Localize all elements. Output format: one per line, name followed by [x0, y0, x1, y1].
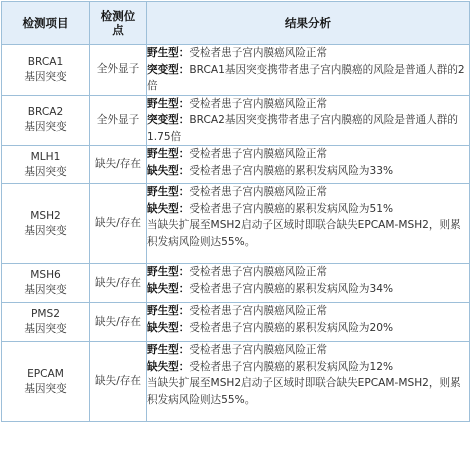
gene-cell — [2, 303, 90, 342]
result-cell — [147, 184, 470, 264]
result-description: 受检者患子宫内膜癌风险正常 — [189, 344, 328, 356]
gene-cell — [2, 95, 90, 146]
table-row — [2, 184, 470, 264]
header-row — [2, 2, 470, 45]
result-description: 受检者患子宫内膜癌的累积发病风险为34% — [189, 282, 394, 295]
gene-mutation-label: 基因突变 — [24, 165, 67, 178]
result-line — [147, 342, 469, 359]
table-row — [2, 303, 470, 342]
gene-name: EPCAM — [27, 367, 64, 380]
gene-name: BRCA1 — [27, 55, 64, 68]
gene-name: PMS2 — [31, 308, 60, 320]
result-line — [147, 359, 469, 376]
gene-mutation-label: 基因突变 — [24, 70, 67, 83]
header-method-line1: 检测位 — [100, 9, 136, 23]
gene-cell — [2, 342, 90, 422]
gene-cell — [2, 264, 90, 303]
table-row — [2, 45, 470, 96]
result-line — [147, 184, 469, 201]
result-type-label: 野生型： — [147, 305, 190, 317]
result-line — [147, 201, 469, 218]
result-cell — [147, 264, 470, 303]
gene-mutation-label: 基因突变 — [24, 224, 67, 237]
table-row — [2, 264, 470, 303]
gene-mutation-label: 基因突变 — [24, 323, 67, 335]
gene-cell — [2, 146, 90, 184]
result-description: 受检者患子宫内膜癌的累积发病风险为51% — [189, 202, 394, 215]
header-method-line2: 点 — [112, 23, 124, 37]
result-description: 受检者患子宫内膜癌风险正常 — [189, 47, 328, 59]
gene-name: BRCA2 — [27, 106, 64, 119]
result-type-label: 野生型： — [147, 344, 190, 356]
result-description: 受检者患子宫内膜癌的累积发病风险为20% — [189, 321, 394, 334]
header-method — [90, 2, 147, 45]
result-cell — [147, 146, 470, 184]
result-line — [147, 62, 469, 95]
result-description: 受检者患子宫内膜癌的累积发病风险为12% — [189, 360, 394, 373]
gene-mutation-label: 基因突变 — [24, 284, 67, 296]
result-line — [147, 163, 469, 180]
result-type-label: 野生型： — [147, 186, 190, 198]
result-type-label: 野生型： — [147, 266, 190, 278]
result-description: BRCA2基因突变携带者患子宫内膜癌的风险是普通人群的1.75倍 — [147, 114, 458, 143]
gene-mutation-label: 基因突变 — [24, 121, 67, 134]
result-line — [147, 320, 469, 337]
result-description: 受检者患子宫内膜癌风险正常 — [189, 305, 328, 317]
result-line — [147, 303, 469, 320]
gene-name: MLH1 — [30, 150, 61, 163]
gene-name: MSH6 — [30, 269, 61, 281]
result-cell — [147, 95, 470, 146]
result-line — [147, 45, 469, 62]
result-type-label: 缺失型： — [147, 202, 190, 215]
result-line — [147, 112, 469, 145]
result-cell — [147, 342, 470, 422]
method-cell: 全外显子 — [90, 45, 147, 96]
result-description: 受检者患子宫内膜癌风险正常 — [189, 266, 328, 278]
result-description: 当缺失扩展至MSH2启动子区域时即联合缺失EPCAM-MSH2，则累积发病风险则达55%。 — [147, 219, 461, 248]
gene-cell — [2, 45, 90, 96]
result-description: 受检者患子宫内膜癌的累积发病风险为33% — [189, 164, 394, 177]
method-cell: 缺失/存在 — [90, 264, 147, 303]
result-type-label: 缺失型： — [147, 360, 190, 373]
table-body — [2, 45, 470, 422]
result-description: 受检者患子宫内膜癌风险正常 — [189, 148, 328, 160]
result-type-label: 野生型： — [147, 148, 190, 160]
result-line — [147, 96, 469, 113]
result-line — [147, 264, 469, 281]
result-type-label: 缺失型： — [147, 321, 190, 334]
result-type-label: 突变型： — [147, 114, 190, 126]
result-line — [147, 146, 469, 163]
table-row — [2, 146, 470, 184]
method-cell: 缺失/存在 — [90, 146, 147, 184]
method-cell: 全外显子 — [90, 95, 147, 146]
result-type-label: 缺失型： — [147, 164, 190, 177]
result-cell — [147, 45, 470, 96]
gene-name: MSH2 — [30, 209, 61, 222]
result-type-label: 野生型： — [147, 47, 190, 59]
gene-cell — [2, 184, 90, 264]
result-type-label: 缺失型： — [147, 282, 190, 295]
header-result: 结果分析 — [147, 2, 470, 45]
table-row — [2, 342, 470, 422]
gene-mutation-label: 基因突变 — [24, 382, 67, 395]
result-description: 当缺失扩展至MSH2启动子区域时即联合缺失EPCAM-MSH2，则累积发病风险则达55%。 — [147, 377, 461, 406]
result-description: 受检者患子宫内膜癌风险正常 — [189, 186, 328, 198]
result-type-label: 野生型： — [147, 97, 190, 110]
result-description: 受检者患子宫内膜癌风险正常 — [189, 97, 328, 110]
method-cell: 缺失/存在 — [90, 342, 147, 422]
method-cell: 缺失/存在 — [90, 303, 147, 342]
result-cell — [147, 303, 470, 342]
result-line — [147, 281, 469, 298]
result-type-label: 突变型： — [147, 63, 190, 76]
header-item: 检测项目 — [2, 2, 90, 45]
gene-test-table — [1, 1, 470, 422]
table-row — [2, 95, 470, 146]
result-line — [147, 217, 469, 250]
result-description: BRCA1基因突变携带者患子宫内膜癌的风险是普通人群的2倍 — [147, 63, 465, 92]
result-line — [147, 375, 469, 408]
method-cell: 缺失/存在 — [90, 184, 147, 264]
